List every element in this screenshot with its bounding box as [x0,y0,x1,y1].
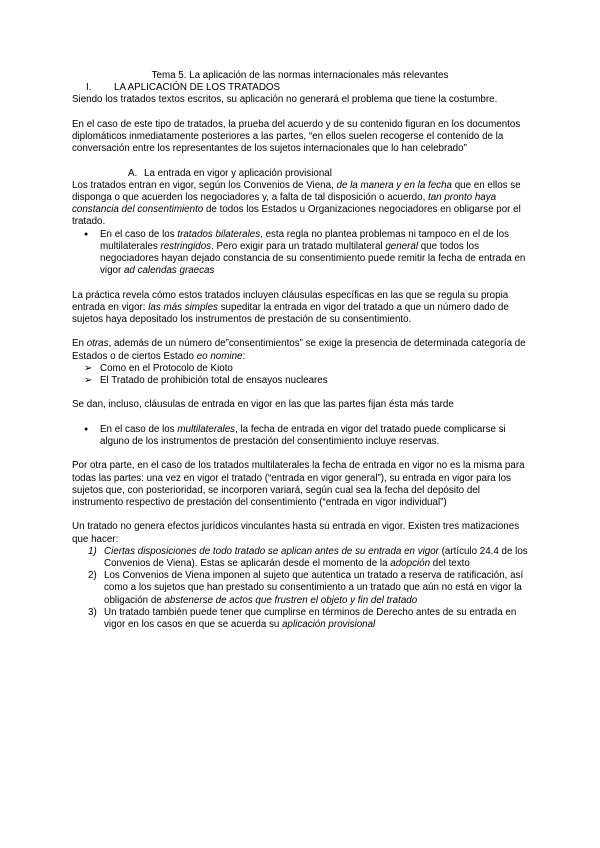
subsection-label: La entrada en vigor y aplicación provisional [144,167,332,179]
numbered-list [72,546,528,631]
bullet-list-1 [72,229,528,278]
paragraph-2: En el caso de este tipo de tratados, la prueba del acuerdo y de su contenido figuran en los documentos diplomáticos inmediatamente posteriores a las partes, “en ellos suelen recogerse el contenido de la conversación entre los representantes de los sujetos internacionales que lo han celebrado” [72,118,521,155]
paragraph-8: Un tratado no genera efectos jurídicos vinculantes hasta su entrada en vigor. Existen tres matizaciones que hacer: [72,521,520,545]
section-heading-1 [72,82,528,94]
list-item: 1) Ciertas disposiciones de todo tratado se aplican antes de su entrada en vigor (artículo 24.4 de los Convenios de Viena). Estas se aplicarán desde el momento de la adopción del texto [88,545,528,569]
paragraph-5: En otras, además de un número de”consentimientos” se exige la presencia de determinada categoría de Estados o de ciertos Estado eo nomine: [72,338,526,362]
arrow-bullet-icon: ➢ [84,375,93,387]
section-label: LA APLICACIÓN DE LOS TRATADOS [114,82,281,94]
list-item: ➢ Como en el Protocolo de Kioto [84,362,233,374]
list-item: ➢ El Tratado de prohibición total de ensayos nucleares [84,375,328,387]
document-page [72,70,528,631]
paragraph-3: Los tratados entran en vigor, según los Convenios de Viena, de la manera y en la fecha que en ellos se disponga o que acuerden los negociadores y, a falta de tal disposición o acuerdo, tan pronto haya constancia del consentimiento de todos los Estados u Organizaciones negociadores en obligarse por el tratado. [72,179,521,228]
list-item: 2) Los Convenios de Viena imponen al sujeto que autentica un tratado a reserva de ratificación, así como a los sujetos que han prestado su consentimiento a un tratado que aún no está en vigor la obligación de abstenerse de actos que frustren el objeto y fin del tratado [88,570,524,606]
arrow-bullet-icon: ➢ [84,362,93,374]
section-number: I. [86,82,92,94]
document-title: Tema 5. La aplicación de las normas internacionales más relevantes [151,70,449,81]
list-item: ● En el caso de los multilaterales, la fecha de entrada en vigor del tratado puede complicarse si alguno de los instrumentos de prestación del consentimiento incluye reservas. [72,424,528,448]
list-item: 3) Un tratado también puede tener que cumplirse en términos de Derecho antes de su entrada en vigor en los casos en que se acuerda su aplicación provisional [88,606,517,631]
paragraph-4: La práctica revela cómo estos tratados incluyen cláusulas específicas en las que se regula su propia entrada en vigor: las más simples supeditar la entrada en vigor del tratado a que un número dado de sujetos haya depositado los instrumentos de prestación de su consentimiento. [72,289,509,326]
paragraph-6: Se dan, incluso, cláusulas de entrada en vigor en las que las partes fijan ésta más tarde [72,399,454,411]
subsection-heading-a [72,168,528,180]
bullet-list-2 [72,424,528,448]
arrow-list [72,363,528,387]
paragraph-1: Siendo los tratados textos escritos, su aplicación no generará el problema que tiene la costumbre. [72,94,498,106]
paragraph-7: Por otra parte, en el caso de los tratados multilaterales la fecha de entrada en vigor no es la misma para todas las partes: una vez en vigor el tratado (“entrada en vigor general”), su entrada en vigor para los sujetos que, con posterioridad, se incorporen variará, según cual sea la fecha del depósito del instrumento respectivo de prestación del consentimiento (“entrada en vigor individual”) [72,460,525,508]
subsection-letter: A. [128,167,138,179]
list-item: ● En el caso de los tratados bilaterales, esta regla no plantea problemas ni tampoco en el de los multilaterales restringidos. Pero exigir para un tratado multilateral general que todos los negociadores hayan dejado constancia de su consentimiento puede remitir la fecha de entrada en vigor ad calendas graecas [72,229,528,278]
